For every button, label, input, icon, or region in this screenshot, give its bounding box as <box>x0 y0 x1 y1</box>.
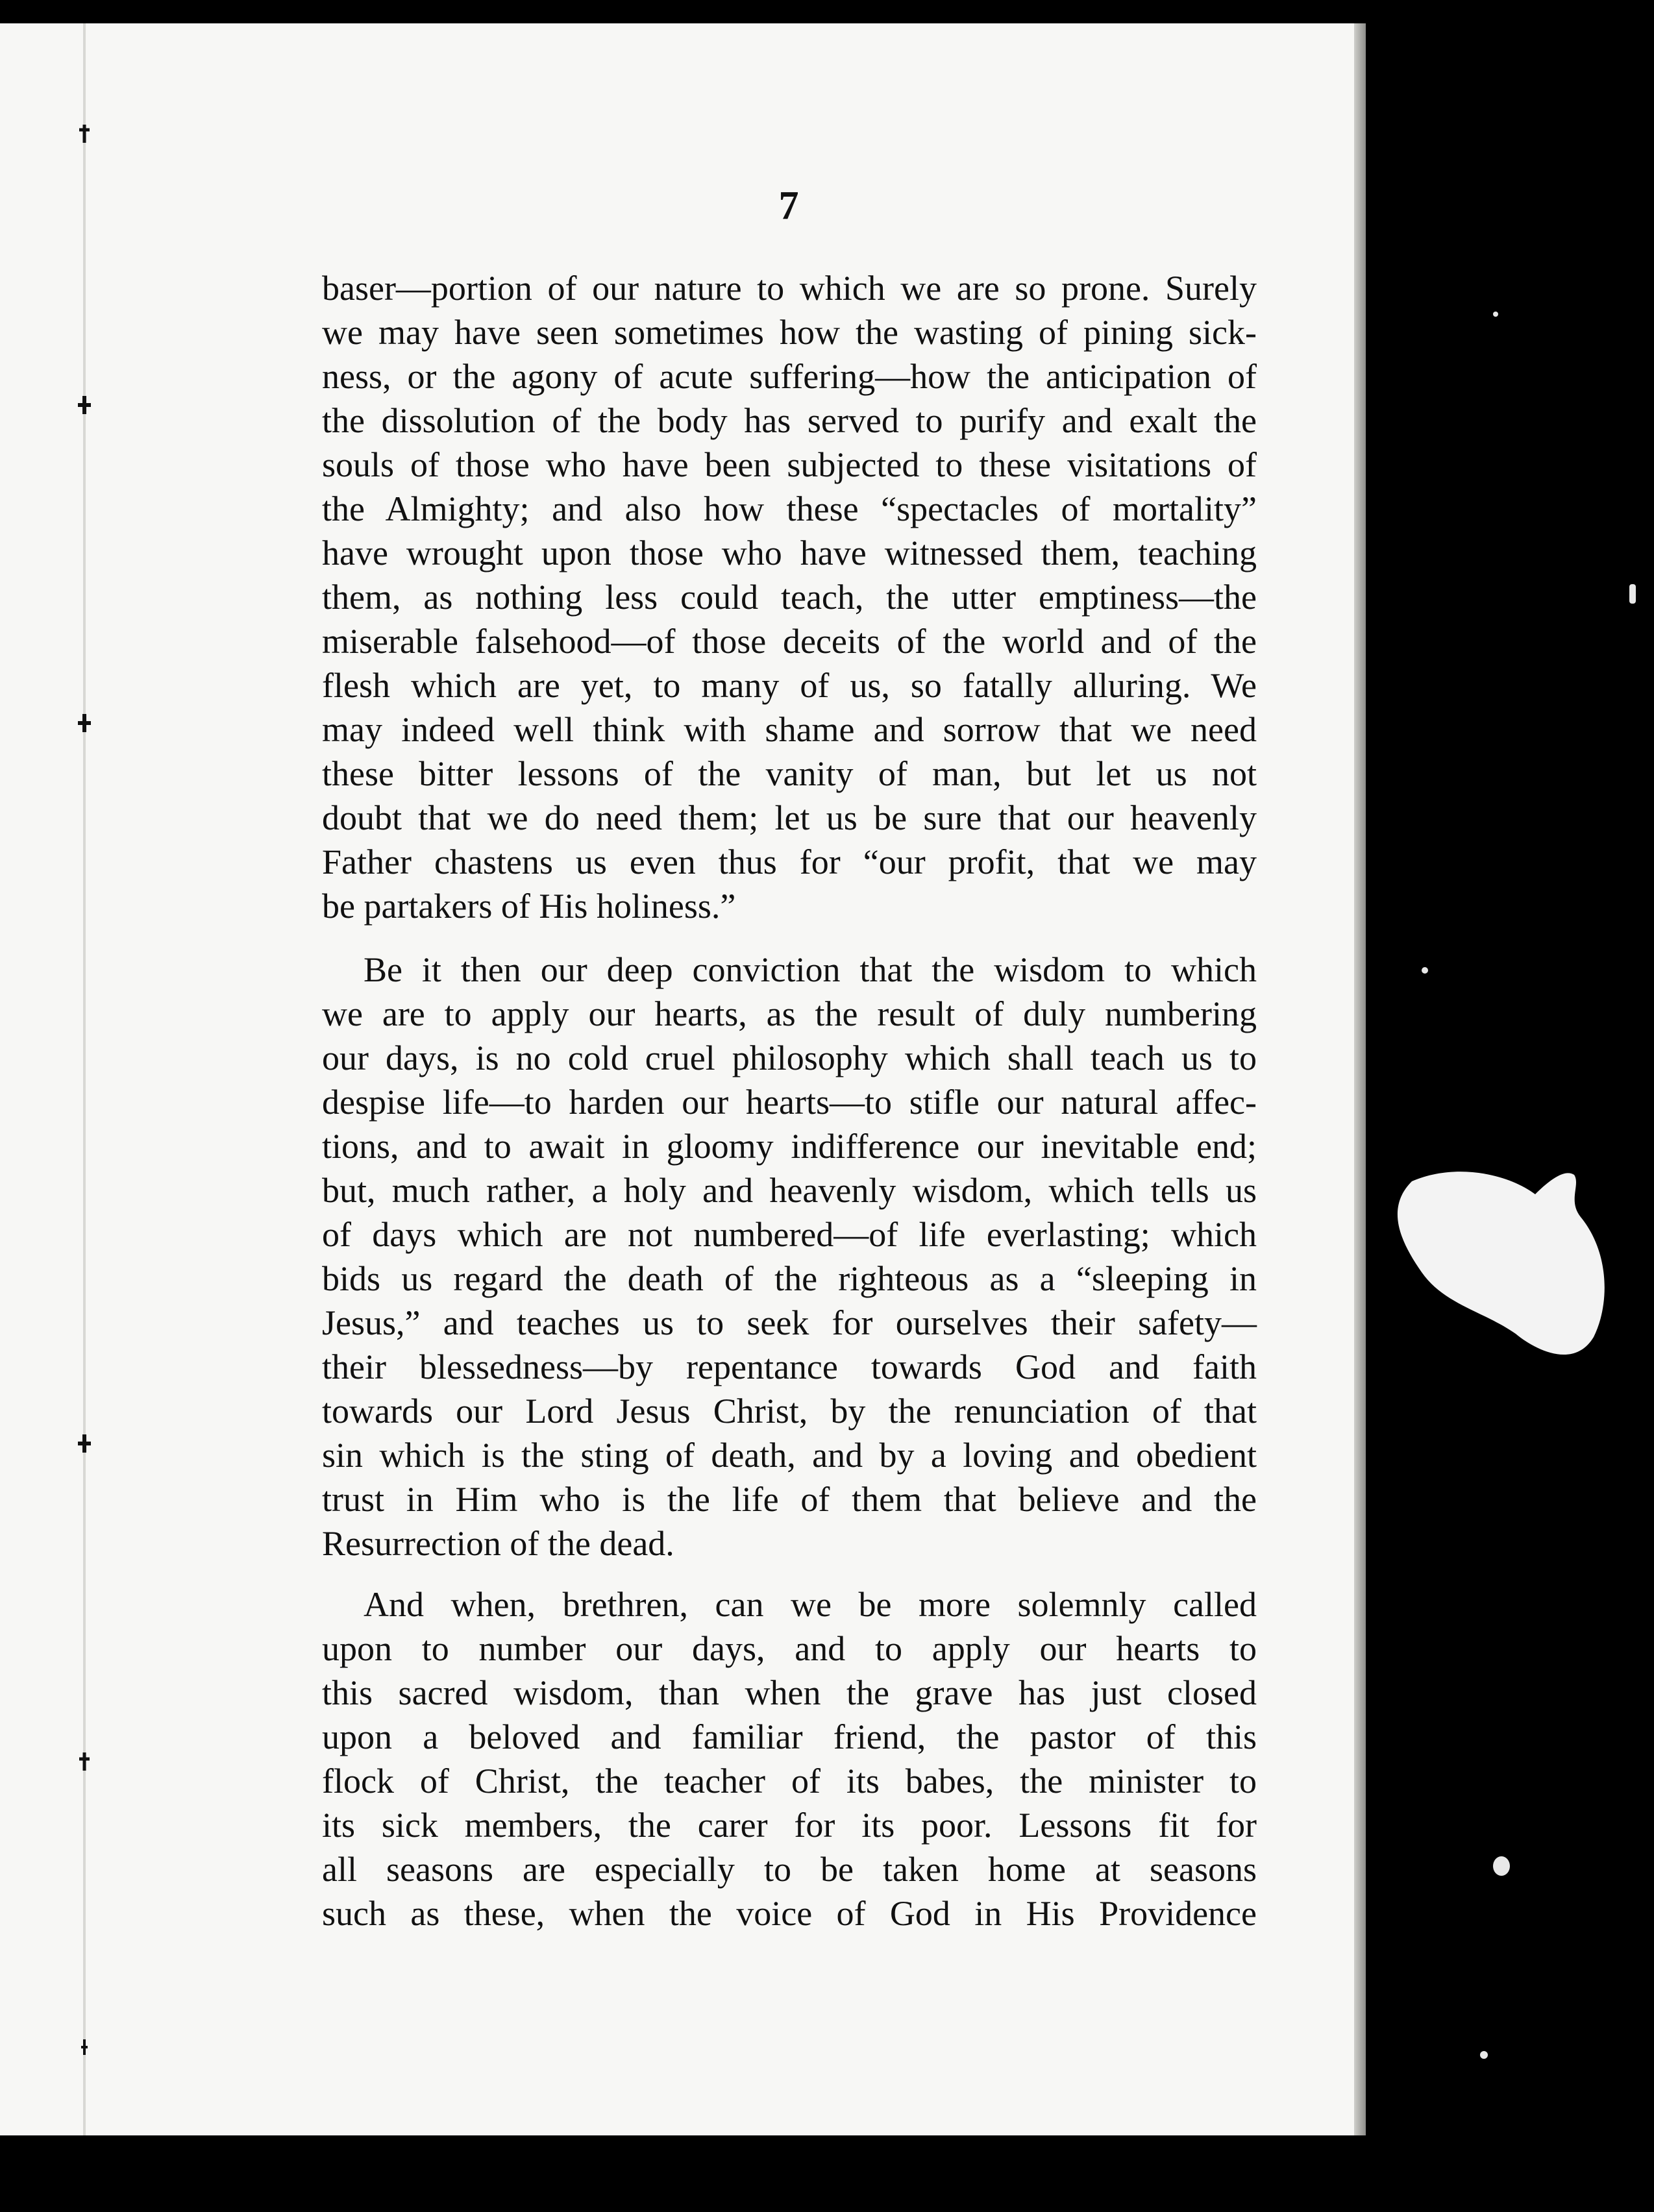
text-line: tions, and to await in gloomy indifference our inevitable end; <box>322 1127 1257 1166</box>
text-line: Father chastens us even thus for “our profit, that we may <box>322 842 1257 881</box>
binding-stitch-mark <box>77 1752 92 1771</box>
dust-speck <box>1629 584 1636 604</box>
paragraph-end-line: be partakers of His holiness.” <box>322 887 736 926</box>
text-line: may indeed well think with shame and sorrow that we need <box>322 710 1257 749</box>
text-line: trust in Him who is the life of them that believe and the <box>322 1480 1257 1519</box>
text-line: flock of Christ, the teacher of its babes, the minister to <box>322 1762 1257 1800</box>
text-line: the Almighty; and also how these “spectacles of mortality” <box>322 489 1257 528</box>
text-line: despise life—to harden our hearts—to stifle our natural affec- <box>322 1083 1257 1122</box>
scan-border-top <box>0 0 1654 23</box>
text-line: upon a beloved and familiar friend, the pastor of this <box>322 1717 1257 1756</box>
binding-stitch-mark <box>77 396 92 414</box>
paragraph-end-line: Resurrection of the dead. <box>322 1524 674 1563</box>
text-line: have wrought upon those who have witnessed them, teaching <box>322 534 1257 572</box>
page-edge <box>1354 23 1366 2135</box>
text-line: such as these, when the voice of God in His Providence <box>322 1894 1257 1933</box>
text-line: sin which is the sting of death, and by a loving and obedient <box>322 1436 1257 1475</box>
text-line: our days, is no cold cruel philosophy which shall teach us to <box>322 1038 1257 1077</box>
text-line: but, much rather, a holy and heavenly wisdom, which tells us <box>322 1171 1257 1210</box>
binding-stitch-mark <box>77 125 92 143</box>
paper-fragment-artifact <box>1386 1155 1613 1376</box>
text-line: them, as nothing less could teach, the utter emptiness—the <box>322 578 1257 617</box>
text-line: the dissolution of the body has served to purify and exalt the <box>322 401 1257 440</box>
text-line: these bitter lessons of the vanity of man, but let us not <box>322 754 1257 793</box>
text-line: this sacred wisdom, than when the grave has just closed <box>322 1673 1257 1712</box>
text-line: upon to number our days, and to apply our hearts to <box>322 1629 1257 1668</box>
binding-stitch-mark <box>77 714 92 732</box>
text-line: souls of those who have been subjected to these visitations of <box>322 445 1257 484</box>
paragraph-first-line: And when, brethren, can we be more solemnly called <box>364 1585 1257 1624</box>
dust-speck <box>1493 312 1498 317</box>
dust-speck <box>1493 1856 1510 1876</box>
dust-speck <box>1480 2051 1488 2059</box>
text-line: miserable falsehood—of those deceits of the world and of the <box>322 622 1257 661</box>
dust-speck <box>1422 967 1428 974</box>
paragraph-first-line: Be it then our deep conviction that the wisdom to which <box>364 950 1257 989</box>
text-line: we are to apply our hearts, as the result of duly numbering <box>322 994 1257 1033</box>
text-line: bids us regard the death of the righteous as a “sleeping in <box>322 1259 1257 1298</box>
text-line: ness, or the agony of acute suffering—how the anticipation of <box>322 357 1257 396</box>
text-line: we may have seen sometimes how the wasting of pining sick- <box>322 313 1257 352</box>
text-line: doubt that we do need them; let us be sure that our heavenly <box>322 798 1257 837</box>
binding-stitch-mark <box>77 1434 92 1453</box>
binding-stitch-mark <box>77 2038 92 2056</box>
text-line: its sick members, the carer for its poor. Lessons fit for <box>322 1806 1257 1845</box>
text-line: flesh which are yet, to many of us, so fatally alluring. We <box>322 666 1257 705</box>
text-line: of days which are not numbered—of life everlasting; which <box>322 1215 1257 1254</box>
page-number: 7 <box>778 184 799 228</box>
text-line: their blessedness—by repentance towards God and faith <box>322 1347 1257 1386</box>
binding-gutter <box>83 23 86 2135</box>
text-line: all seasons are especially to be taken home at seasons <box>322 1850 1257 1889</box>
text-line: Jesus,” and teaches us to seek for ourselves their safety— <box>322 1303 1257 1342</box>
text-line: towards our Lord Jesus Christ, by the renunciation of that <box>322 1392 1257 1431</box>
text-line: baser—portion of our nature to which we are so prone. Surely <box>322 269 1257 308</box>
